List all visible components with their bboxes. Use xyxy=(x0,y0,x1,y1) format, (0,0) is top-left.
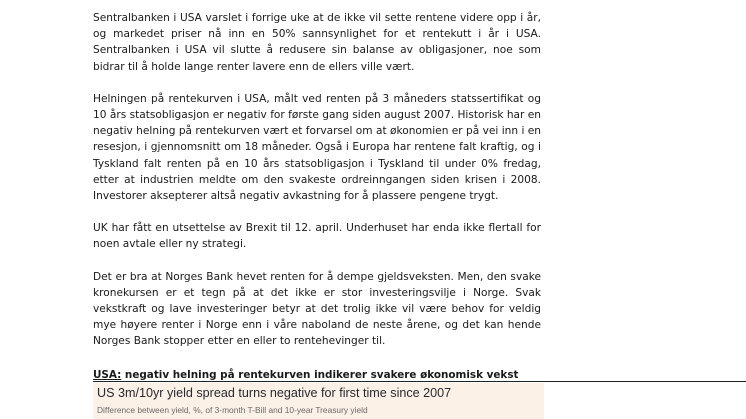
chart-subtitle: Difference between yield, %, of 3-month T-Bill and 10-year Treasury yield xyxy=(97,405,368,415)
figure-heading-prefix: USA: xyxy=(93,369,122,381)
paragraph-norges-bank: Det er bra at Norges Bank hevet renten for å dempe gjeldsveksten. Men, den svake kronekursen er et tegn på at det ikke er stor investeringsvilje i Norge. Svak vekstkraft og lave investeringer betyr at det trolig ikke vil være behov for veldig mye høyere renter i Norge enn i våre naboland de neste årene, og det kan hende Norges Bank stopper etter en eller to rentehevinger til. xyxy=(93,270,541,348)
figure-divider xyxy=(93,381,746,382)
chart-title: US 3m/10yr yield spread turns negative for first time since 2007 xyxy=(97,386,452,400)
paragraph-yield-curve: Helningen på rentekurven i USA, målt ved renten på 3 måneders statssertifikat og 10 års statsobligasjon er negativ for første gang siden august 2007. Historisk har en negativ helning på rentekurven vært et forvarsel om at økonomien er på vei inn i en resesjon, i gjennomsnitt om 18 måneder. Også i Europa har rentene falt kraftig, og i Tyskland falt renten på en 10 års statsobligasjon i Tyskland til under 0% fredag, etter at industrien meldte om den svakeste ordreinngangen siden krisen i 2008. Investorer aksepterer altså negativ avkastning for å plassere pengene trygt. xyxy=(93,92,541,203)
paragraph-fed-outlook: Sentralbanken i USA varslet i forrige uke at de ikke vil sette rentene videre opp i år, og markedet priser nå inn en 50% sannsynlighet for et rentekutt i år i USA. Sentralbanken i USA vil slutte å redusere sin balanse av obligasjoner, noe som bidrar til å holde lange renter lavere enn de ellers ville vært. xyxy=(93,12,541,73)
chart-figure xyxy=(93,383,544,419)
paragraph-brexit: UK har fått en utsettelse av Brexit til 12. april. Underhuset har enda ikke flertall for noen avtale eller ny strategi. xyxy=(93,222,541,251)
figure-heading-text: negativ helning på rentekurven indikerer svakere økonomisk vekst xyxy=(121,369,519,381)
article-body xyxy=(93,10,541,366)
